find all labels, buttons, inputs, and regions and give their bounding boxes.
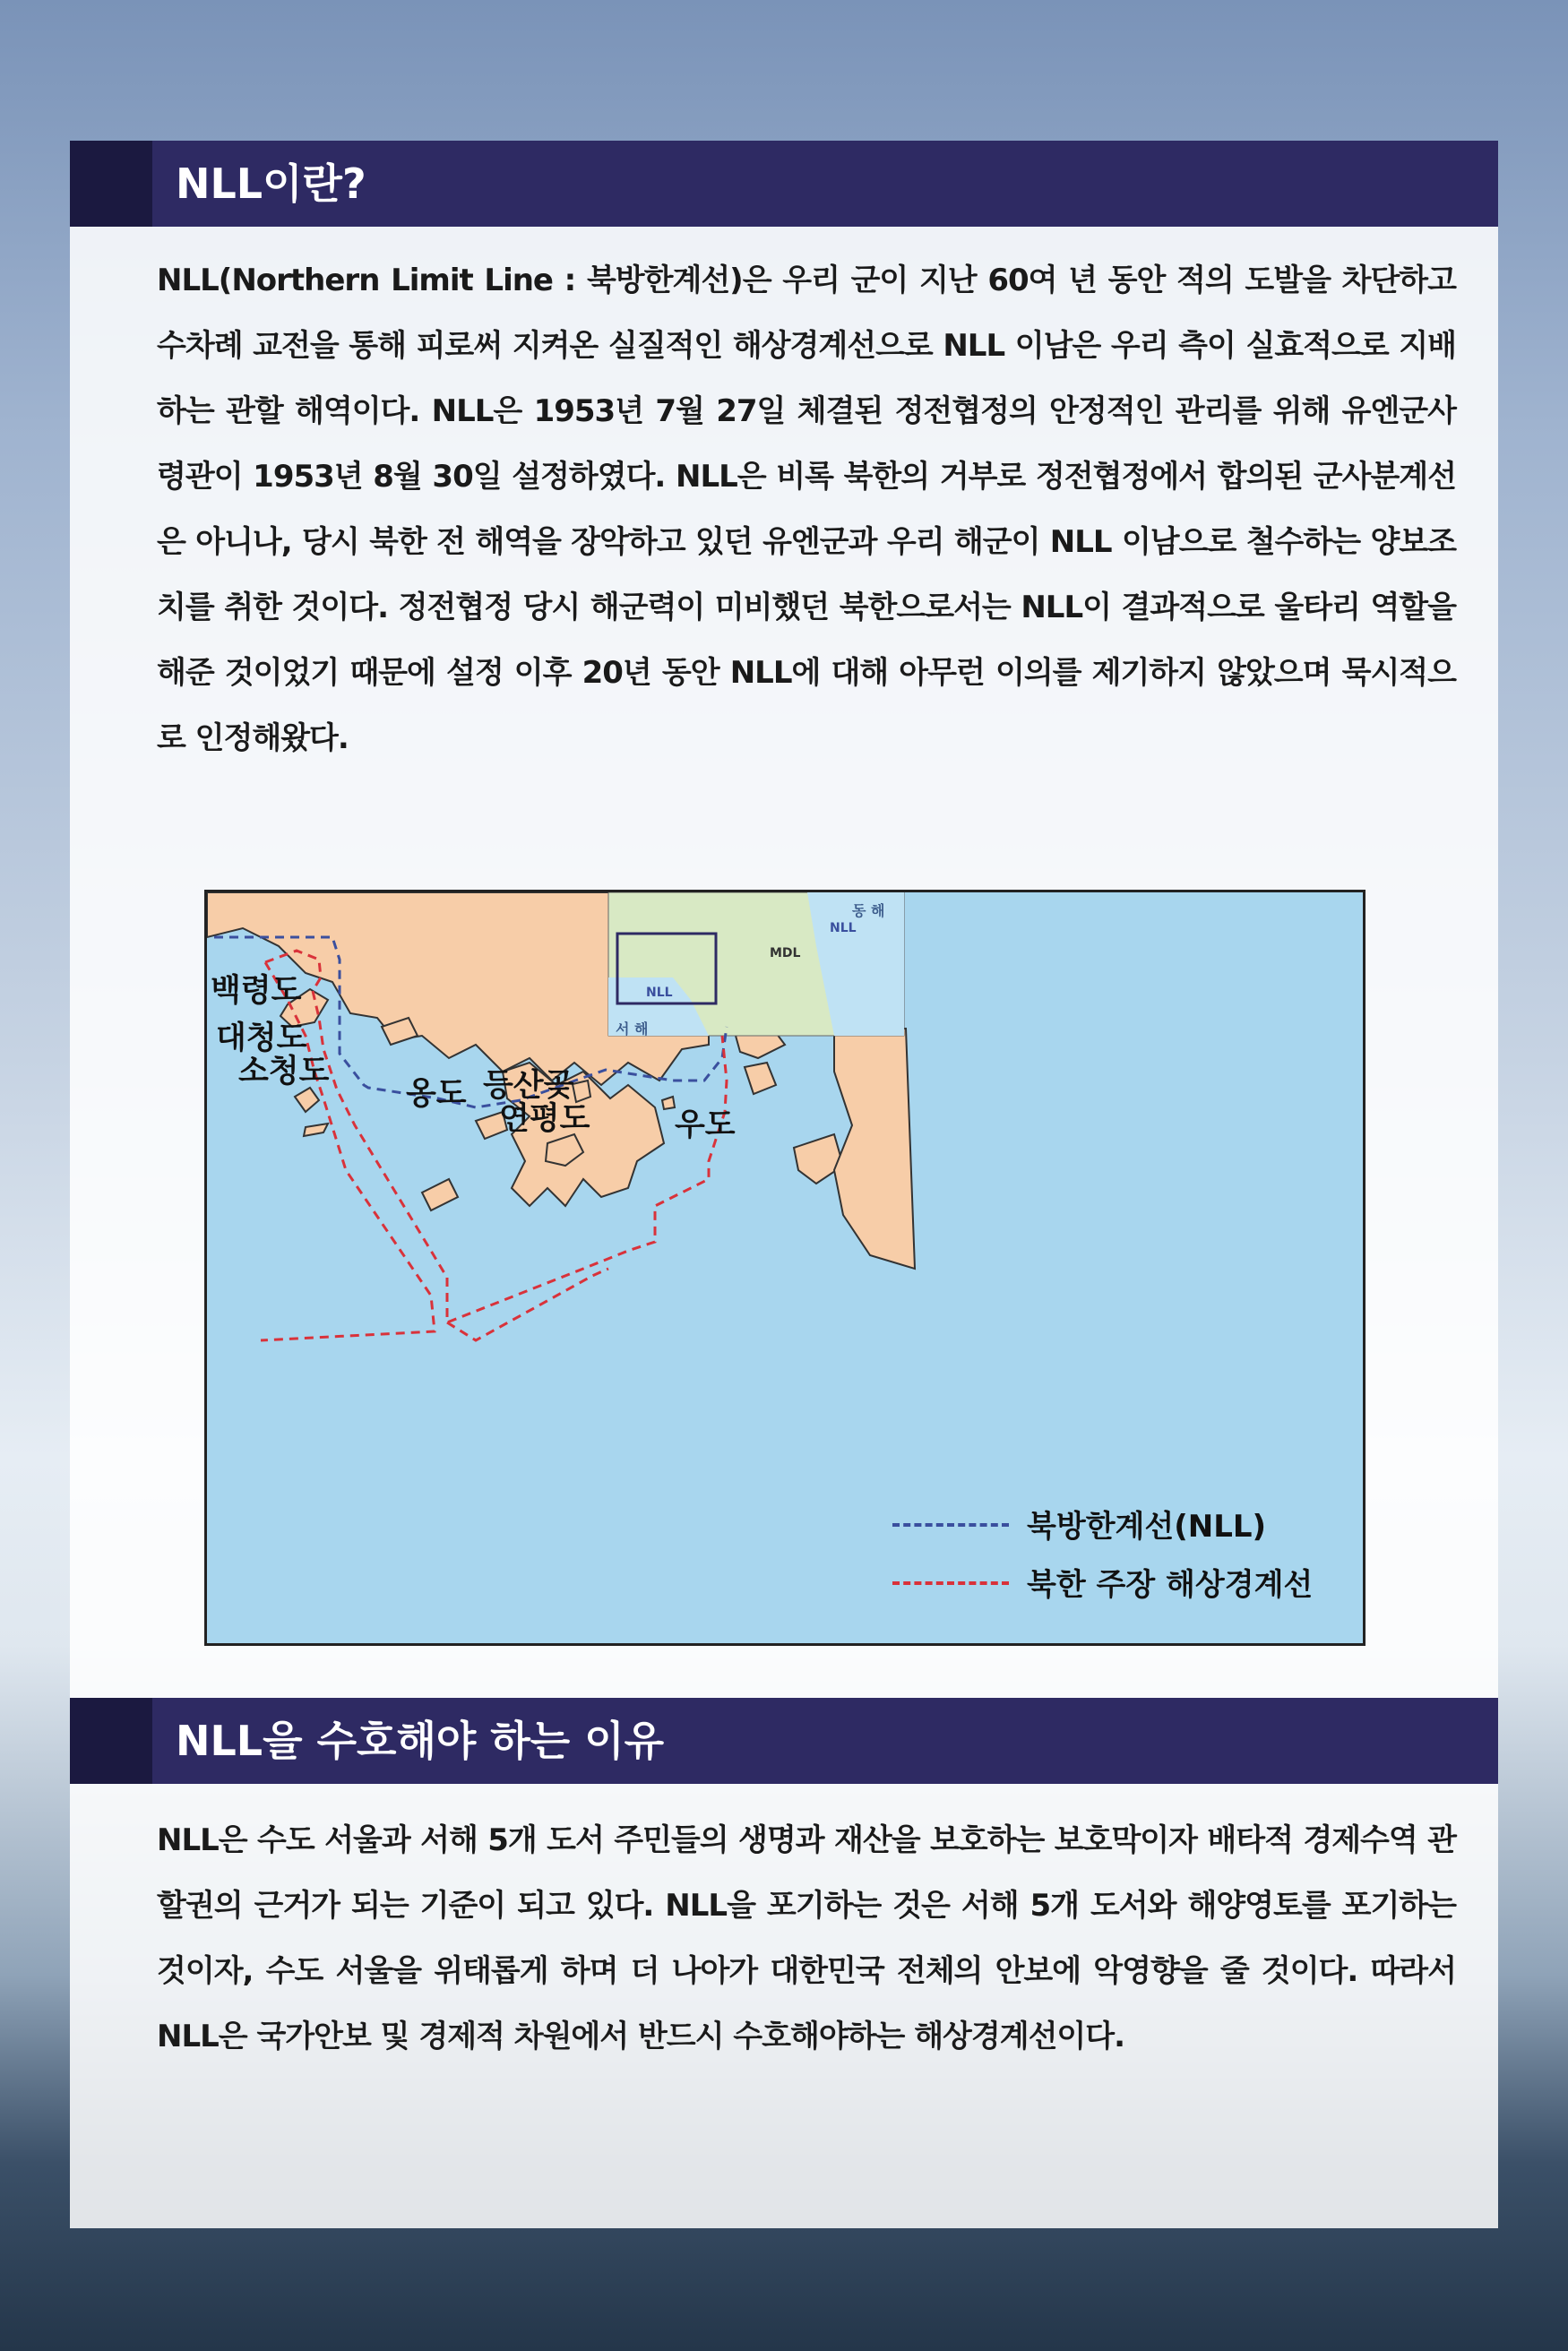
inset-label-nll-east: NLL xyxy=(830,921,857,935)
label-ongdo: 옹도 xyxy=(406,1076,467,1112)
legend-nk-claim-label: 북한 주장 해상경계선 xyxy=(1027,1567,1314,1603)
legend-nll-swatch xyxy=(892,1523,1009,1527)
header-accent xyxy=(70,1698,152,1784)
label-baengnyeong: 백령도 xyxy=(211,973,302,1009)
socheong-island xyxy=(304,1124,328,1136)
island-cluster-3 xyxy=(422,1179,458,1210)
label-socheong: 소청도 xyxy=(238,1054,330,1089)
legend-nll-label: 북방한계선(NLL) xyxy=(1027,1509,1267,1545)
section2-paragraph: NLL은 수도 서울과 서해 5개 도서 주민들의 생명과 재산을 보호하는 보호막이자 배타적 경제수역 관할권의 근거가 되는 기준이 되고 있다. NLL을 포기하는 것은 서해 5개 도서와 해양영토를 포기하는 것이자, 수도 서울을 위태롭게 하며 더 나아가 대한민국 전체의 안보에 악영향을 줄 것이다. 따라서 NLL은 국가안보 및 경제적 차원에서 반드시 수호해야하는 해상경계선이다. xyxy=(157,1822,1456,2054)
section2-title: NLL을 수호해야 하는 이유 xyxy=(176,1717,665,1765)
section1-title: NLL이란? xyxy=(176,159,366,208)
section2-header xyxy=(70,1698,1498,1784)
header-accent xyxy=(70,141,152,227)
section1-header xyxy=(70,141,1498,227)
inset-label-east-sea: 동 해 xyxy=(852,902,885,919)
inset-label-nll-west: NLL xyxy=(646,986,673,1000)
daecheong-island xyxy=(295,1088,319,1112)
legend-nk-claim-swatch xyxy=(892,1581,1009,1585)
udo-island xyxy=(662,1097,675,1109)
label-deungsangot: 등산곶 xyxy=(483,1068,574,1104)
east-island-2 xyxy=(745,1063,776,1094)
inset-label-west-sea: 서 해 xyxy=(616,1020,649,1038)
label-udo: 우도 xyxy=(675,1107,736,1143)
inset-label-mdl: MDL xyxy=(770,946,801,960)
mainland-south xyxy=(834,1029,915,1269)
label-yeonpyeong: 연평도 xyxy=(499,1101,590,1137)
section1-paragraph: NLL(Northern Limit Line : 북방한계선)은 우리 군이 지난 60여 년 동안 적의 도발을 차단하고 수차례 교전을 통해 피로써 지켜온 실질적인 해상경계선으로 NLL 이남은 우리 측이 실효적으로 지배하는 관할 해역이다. NLL은 1953년 7월 27일 체결된 정전협정의 안정적인 관리를 위해 유엔군사령관이 1953년 8월 30일 설정하였다. NLL은 비록 북한의 거부로 정전협정에서 합의된 군사분계선은 아니나, 당시 북한 전 해역을 장악하고 있던 유엔군과 우리 해군이 NLL 이남으로 철수하는 양보조치를 취한 것이다. 정전협정 당시 해군력이 미비했던 북한으로서는 NLL이 결과적으로 울타리 역할을 해준 것이었기 때문에 설정 이후 20년 동안 NLL에 대해 아무런 이의를 제기하지 않았으며 묵시적으로 인정해왔다. xyxy=(157,263,1456,756)
label-daecheong: 대청도 xyxy=(216,1020,307,1056)
nll-map xyxy=(204,890,1366,1646)
